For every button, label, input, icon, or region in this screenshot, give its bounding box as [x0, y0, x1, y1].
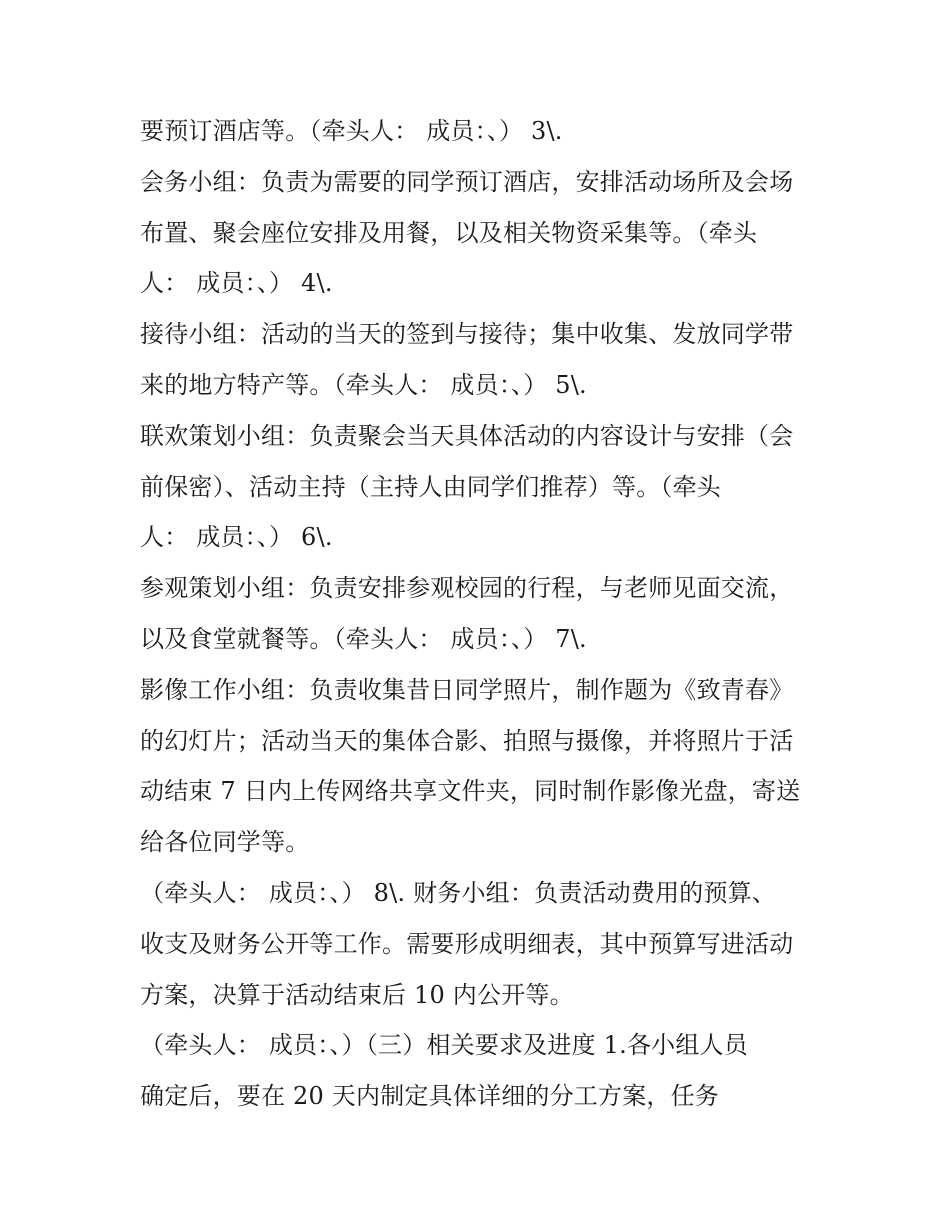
text-line: 布置、聚会座位安排及用餐，以及相关物资采集等。（牵头: [140, 218, 758, 247]
text-line: 收支及财务公开等工作。需要形成明细表，其中预算写进活动: [140, 929, 794, 958]
text-line: （牵头人： 成员：、）（三）相关要求及进度 1.各小组人员: [140, 1031, 748, 1060]
text-line: 给各位同学等。: [140, 828, 310, 857]
text-line: （牵头人： 成员：、） 8\. 财务小组：负责活动费用的预算、: [140, 878, 777, 907]
text-line: 动结束 7 日内上传网络共享文件夹，同时制作影像光盘，寄送: [140, 777, 801, 806]
text-line: 确定后，要在 20 天内制定具体详细的分工方案，任务: [140, 1082, 719, 1111]
text-line: 接待小组：活动的当天的签到与接待；集中收集、发放同学带: [140, 320, 794, 349]
text-line: 参观策划小组：负责安排参观校园的行程，与老师见面交流，: [140, 574, 794, 603]
text-line: 来的地方特产等。（牵头人： 成员：、） 5\.: [140, 370, 587, 399]
text-line: 会务小组：负责为需要的同学预订酒店，安排活动场所及会场: [140, 167, 794, 196]
text-line: 的幻灯片；活动当天的集体合影、拍照与摄像，并将照片于活: [140, 726, 794, 755]
text-line: 联欢策划小组：负责聚会当天具体活动的内容设计与安排（会: [140, 421, 794, 450]
text-line: 要预订酒店等。（牵头人： 成员：、） 3\.: [140, 117, 563, 145]
text-line: 影像工作小组：负责收集昔日同学照片，制作题为《致青春》: [140, 675, 794, 704]
text-line: 人： 成员：、） 4\.: [140, 269, 333, 298]
text-line: 方案，决算于活动结束后 10 内公开等。: [140, 980, 574, 1009]
body-text: [140, 106, 830, 1122]
text-line: 以及食堂就餐等。（牵头人： 成员：、） 7\.: [140, 624, 587, 653]
text-line: 人： 成员：、） 6\.: [140, 523, 333, 552]
text-line: 前保密）、活动主持（主持人由同学们推荐）等。（牵头: [140, 472, 721, 501]
